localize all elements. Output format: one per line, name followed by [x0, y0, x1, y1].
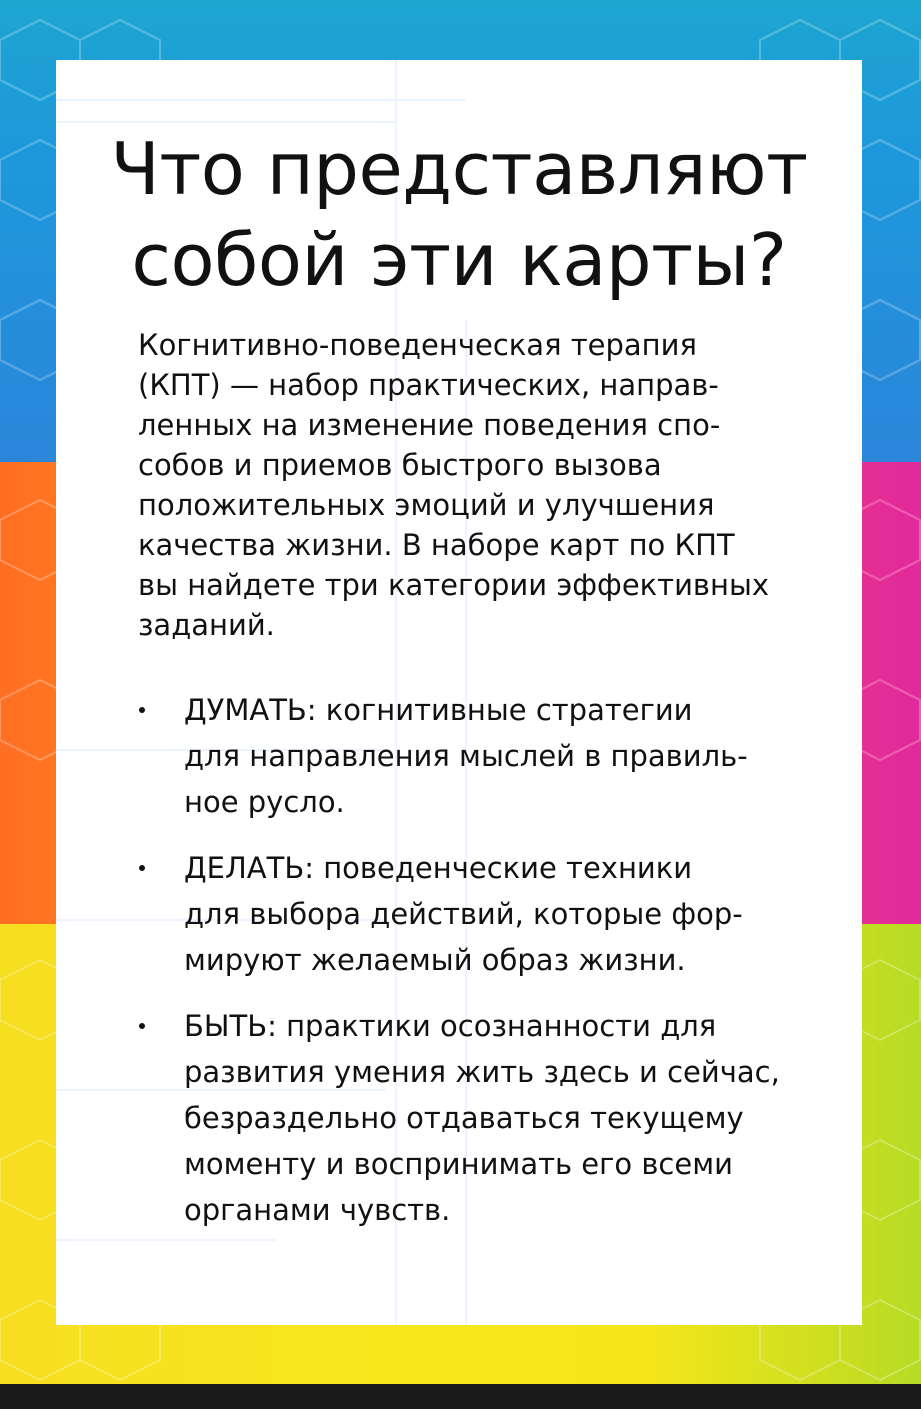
bullet-byt-line-2: развития умения жить здесь и сейчас,	[184, 1055, 780, 1089]
bullet-dot-icon	[139, 865, 145, 871]
bullet-item-delat	[132, 845, 786, 983]
intro-line-5: положительных эмоций и улучшения	[138, 488, 715, 522]
content-card	[56, 60, 862, 1325]
page-title	[56, 124, 862, 306]
categories-list	[132, 687, 786, 1253]
bullet-dot-icon	[139, 1023, 145, 1029]
bullet-byt-line-4: моменту и воспринимать его всеми	[184, 1147, 733, 1181]
bullet-text-delat	[184, 845, 786, 983]
bullet-byt-line-1: БЫТЬ: практики осознанности для	[184, 1009, 717, 1043]
bullet-byt-line-5: органами чувств.	[184, 1193, 451, 1227]
intro-line-6: качества жизни. В наборе карт по КПТ	[138, 528, 735, 562]
intro-paragraph	[138, 325, 784, 645]
bullet-delat-line-1: ДЕЛАТЬ: поведенческие техники	[184, 851, 693, 885]
bullet-text-byt	[184, 1003, 786, 1233]
bullet-dumat-line-2: для направления мыслей в правиль-	[184, 739, 748, 773]
page-title-line-2: собой эти карты?	[131, 218, 787, 302]
bullet-dumat-line-3: ное русло.	[184, 785, 345, 819]
intro-line-7: вы найдете три категории эффективных	[138, 568, 770, 602]
intro-line-2: (КПТ) — набор практических, направ-	[138, 368, 719, 402]
intro-line-4: собов и приемов быстрого вызова	[138, 448, 662, 482]
bullet-byt-line-3: безраздельно отдаваться текущему	[184, 1101, 744, 1135]
intro-line-8: заданий.	[138, 608, 275, 642]
bullet-item-dumat	[132, 687, 786, 825]
bullet-text-dumat	[184, 687, 786, 825]
bullet-dumat-line-1: ДУМАТЬ: когнитивные стратегии	[184, 693, 693, 727]
intro-line-3: ленных на изменение поведения спо-	[138, 408, 721, 442]
bullet-delat-line-2: для выбора действий, которые фор-	[184, 897, 743, 931]
bottom-strip	[0, 1384, 921, 1409]
bullet-delat-line-3: мируют желаемый образ жизни.	[184, 943, 686, 977]
page-title-line-1: Что представляют	[110, 127, 808, 211]
intro-line-1: Когнитивно-поведенческая терапия	[138, 328, 697, 362]
bullet-item-byt	[132, 1003, 786, 1233]
bullet-dot-icon	[139, 707, 145, 713]
